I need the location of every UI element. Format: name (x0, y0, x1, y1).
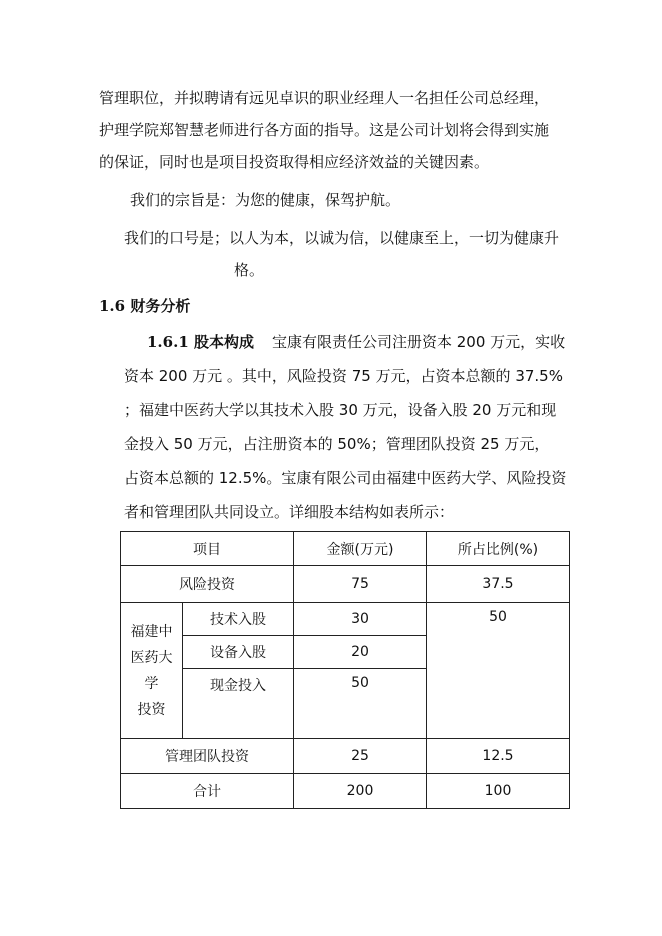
tech-label: 技术入股 (183, 603, 294, 636)
cash-amount: 50 (294, 669, 427, 739)
subsection-text: 宝康有限责任公司注册资本 200 万元，实收 (271, 333, 566, 351)
equipment-amount: 20 (294, 636, 427, 669)
table-header-row (121, 532, 570, 566)
management-amount: 25 (294, 739, 427, 774)
table-row (121, 739, 570, 774)
equity-table (120, 531, 570, 809)
subsection-heading: 1.6.1 股本构成 (147, 333, 254, 351)
university-label-line: 投资 (137, 701, 166, 718)
paragraph-line: 占资本总额的 12.5%。宝康有限公司由福建中医药大学、风险投资 (124, 469, 567, 487)
paragraph-line: 金投入 50 万元，占注册资本的 50%；管理团队投资 25 万元， (124, 435, 550, 453)
venture-label: 风险投资 (121, 566, 294, 603)
total-ratio: 100 (427, 774, 570, 809)
paragraph-line: ；福建中医药大学以其技术入股 30 万元，设备入股 20 万元和现 (124, 401, 557, 419)
table-row (121, 566, 570, 603)
header-ratio: 所占比例(%) (427, 532, 570, 566)
paragraph-line: 资本 200 万元 。其中，风险投资 75 万元，占资本总额的 37.5% (124, 367, 563, 385)
university-ratio: 50 (427, 603, 570, 739)
paragraph-line: 的保证，同时也是项目投资取得相应经济效益的关键因素。 (99, 153, 490, 171)
management-ratio: 12.5 (427, 739, 570, 774)
venture-amount: 75 (294, 566, 427, 603)
university-label (121, 603, 183, 739)
tech-amount: 30 (294, 603, 427, 636)
university-label-line: 福建中 (130, 623, 173, 640)
management-label: 管理团队投资 (121, 739, 294, 774)
venture-ratio: 37.5 (427, 566, 570, 603)
header-amount: 金额(万元) (294, 532, 427, 566)
paragraph-line: 管理职位，并拟聘请有远见卓识的职业经理人一名担任公司总经理， (99, 89, 550, 107)
total-amount: 200 (294, 774, 427, 809)
table-row (121, 603, 570, 636)
university-label-line: 学 (144, 675, 159, 692)
university-label-line: 医药大 (130, 649, 173, 666)
paragraph-line: 护理学院郑智慧老师进行各方面的指导。这是公司计划将会得到实施 (99, 121, 550, 139)
table-row (121, 774, 570, 809)
subsection-line (147, 332, 565, 352)
slogan-line: 格。 (234, 261, 265, 279)
total-label: 合计 (121, 774, 294, 809)
equipment-label: 设备入股 (183, 636, 294, 669)
paragraph-line: 者和管理团队共同设立。详细股本结构如表所示： (124, 503, 455, 521)
cash-label: 现金投入 (183, 669, 294, 739)
slogan-line: 我们的口号是；以人为本，以诚为信，以健康至上，一切为健康升 (124, 229, 560, 247)
header-item: 项目 (121, 532, 294, 566)
section-heading: 1.6 财务分析 (99, 297, 191, 315)
purpose-statement: 我们的宗旨是：为您的健康，保驾护航。 (130, 191, 401, 209)
